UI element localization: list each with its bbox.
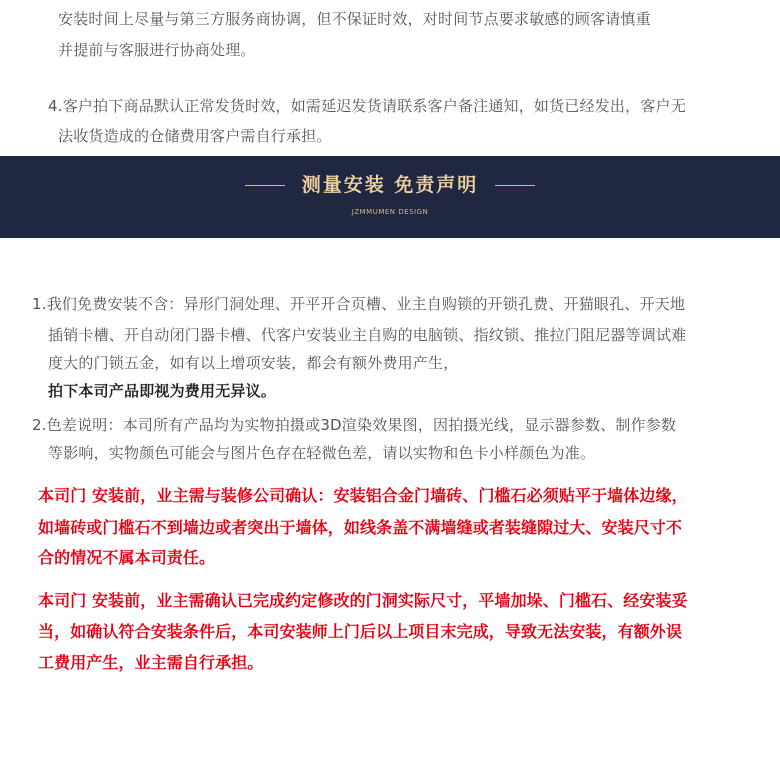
notice1-line-1: 本司门 安装前，业主需与装修公司确认：安装铝合金门墙砖、门槛石必须贴平于墙体边缘， [38,486,688,505]
item2-line-1: 2.色差说明：本司所有产品均为实物拍摄或3D渲染效果图，因拍摄光线，显示器参数、制作参数 [32,416,677,434]
banner-right-rule [495,185,535,186]
top-line-1: 安装时间上尽量与第三方服务商协调，但不保证时效，对时间节点要求敏感的顾客请慎重 [58,10,651,28]
notice1-line-2: 如墙砖或门槛石不到墙边或者突出于墙体，如线条盖不满墙缝或者装缝隙过大、安装尺寸不 [38,518,683,537]
item1-line-3: 度大的门锁五金，如有以上增项安装，都会有额外费用产生， [48,354,459,372]
notice2-line-1: 本司门 安装前，业主需确认已完成约定修改的门洞实际尺寸，平墙加垛、门槛石、经安装妥 [38,591,688,610]
item1-line-1: 1.我们免费安装不含：异形门洞处理、开平开合页槽、业主自购锁的开锁孔费、开猫眼孔、开天地 [32,295,686,313]
notice-section [0,470,780,710]
item2-line-2: 等影响，实物颜色可能会与图片色存在轻微色差，请以实物和色卡小样颜色为准。 [48,444,596,462]
item1-bold-line: 拍下本司产品即视为费用无异议。 [48,382,277,400]
notice2-line-2: 当，如确认符合安装条件后，本司安装师上门后以上项目末完成，导致无法安装，有额外误 [38,622,683,641]
section-banner [0,156,780,238]
notice1-line-3: 合的情况不属本司责任。 [38,548,216,567]
top-section [0,0,780,150]
item1-line-2: 插销卡槽、开自动闭门器卡槽、代客户安装业主自购的电脑锁、指纹锁、推拉门阻尼器等调试难 [48,326,687,344]
banner-title: 测量安装 免责声明 [301,174,479,196]
banner-subtitle: JZMMUMEN DESIGN [351,208,429,216]
notice2-line-3: 工费用产生，业主需自行承担。 [38,653,264,672]
disclaimer-section [0,238,780,498]
banner-left-rule [245,185,285,186]
banner-title-row [0,171,780,201]
item4-line-1: 4.客户拍下商品默认正常发货时效，如需延迟发货请联系客户备注通知，如货已经发出，客户无 [48,97,686,115]
top-line-2: 并提前与客服进行协商处理。 [58,41,256,59]
item4-line-2: 法收货造成的仓储费用客户需自行承担。 [58,127,332,145]
